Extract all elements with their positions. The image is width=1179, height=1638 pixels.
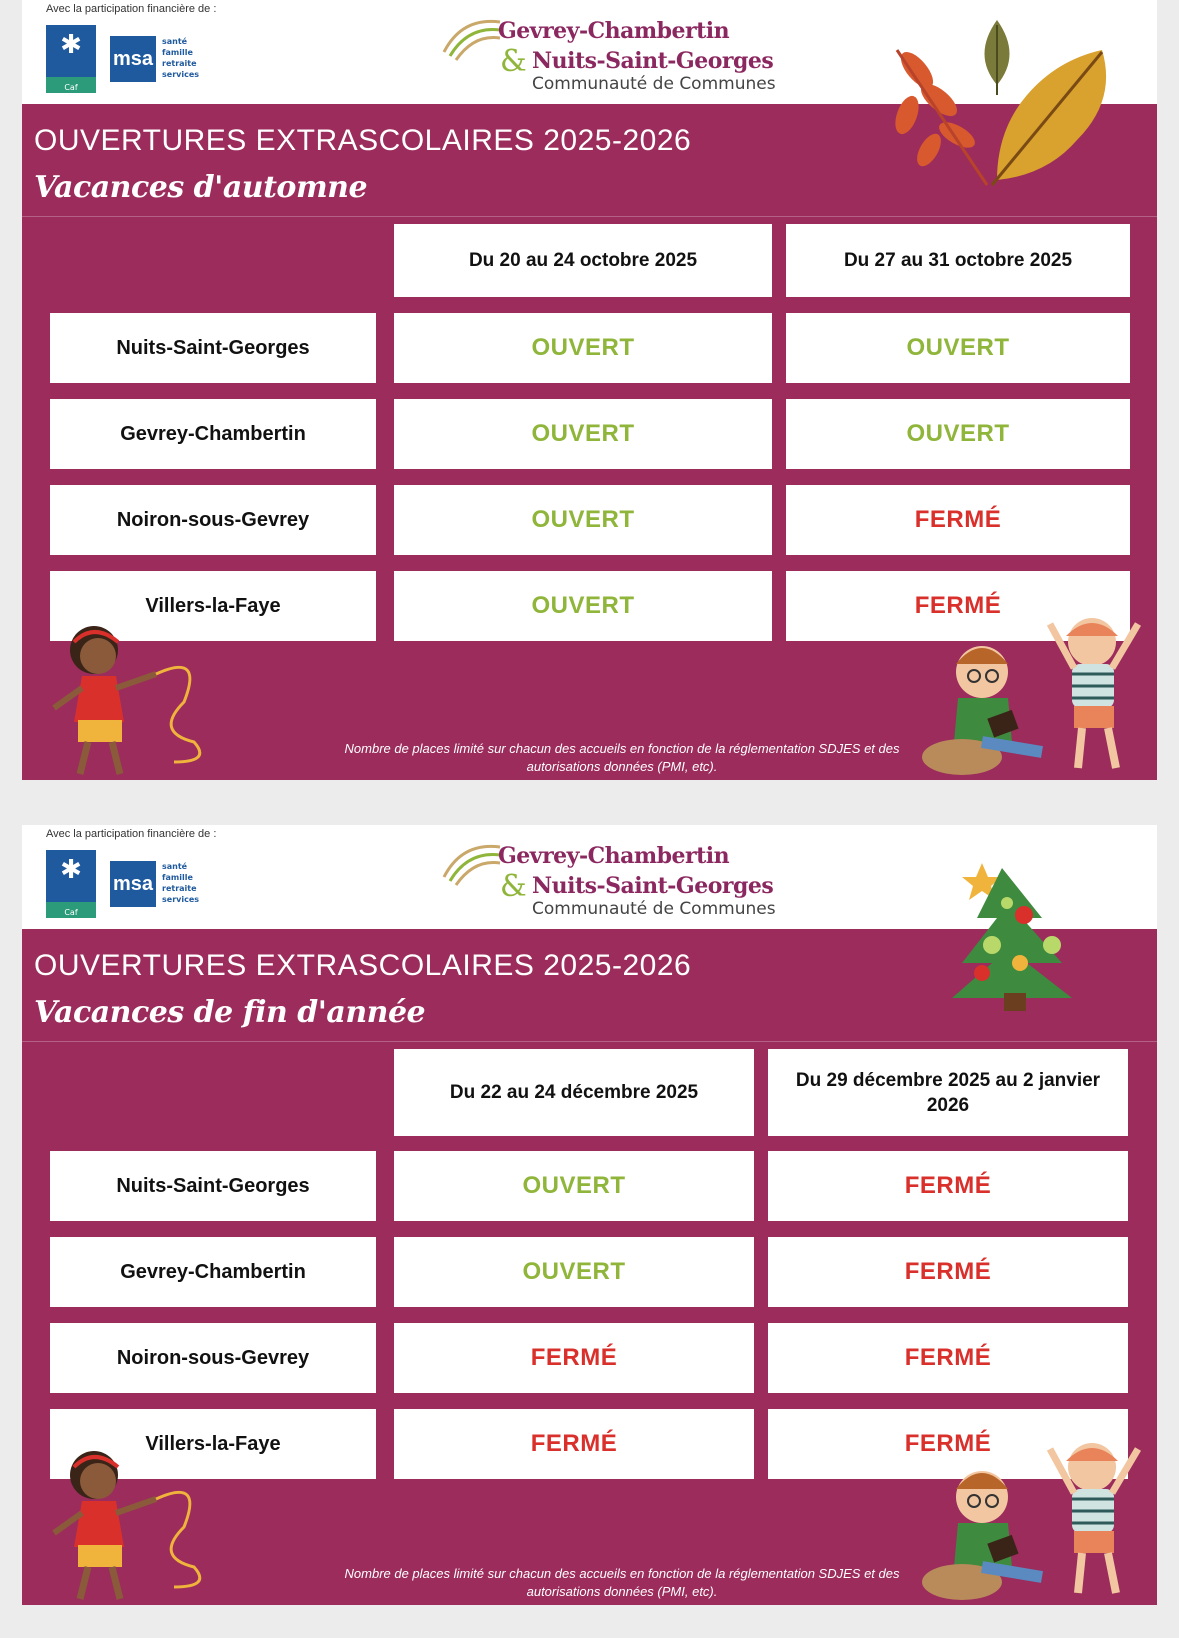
kids-illustration: [912, 602, 1152, 780]
divider: [22, 1041, 1157, 1042]
christmas-tree-icon: [952, 843, 1082, 1017]
snowflake-icon: ✱: [60, 30, 82, 60]
msa-words: [162, 861, 199, 905]
status-badge: OUVERT: [394, 571, 772, 641]
msa-word: santé: [162, 37, 188, 46]
period-header: Du 20 au 24 octobre 2025: [394, 224, 772, 297]
vineyard-swoosh-icon: [442, 12, 502, 62]
status-badge: OUVERT: [394, 485, 772, 555]
partners-label: Avec la participation financière de :: [46, 3, 217, 15]
msa-words: [162, 36, 199, 80]
status-badge: OUVERT: [394, 1151, 754, 1221]
status-badge: FERMÉ: [786, 485, 1130, 555]
status-badge: OUVERT: [786, 313, 1130, 383]
caf-logo: [46, 25, 96, 93]
brand-line3: Communauté de Communes: [532, 899, 776, 919]
status-badge: FERMÉ: [394, 1409, 754, 1479]
brand-ampersand: &: [500, 869, 527, 904]
msa-word: santé: [162, 862, 188, 871]
brand-logo: [442, 8, 802, 98]
caf-logo-text: Caf: [64, 908, 78, 917]
kids-illustration: [912, 1427, 1152, 1605]
msa-logo: msa: [110, 861, 156, 907]
caf-logo: [46, 850, 96, 918]
status-badge: FERMÉ: [786, 571, 1130, 641]
brand-line1: Gevrey-Chambertin: [498, 18, 730, 44]
site-name: Gevrey-Chambertin: [50, 1237, 376, 1307]
period-header: Du 29 décembre 2025 au 2 janvier 2026: [768, 1049, 1128, 1136]
autumn-leaves-icon: [877, 10, 1127, 204]
divider: [22, 216, 1157, 217]
msa-word: services: [162, 70, 200, 79]
site-name: Villers-la-Faye: [50, 571, 376, 641]
site-name: Nuits-Saint-Georges: [50, 1151, 376, 1221]
status-badge: FERMÉ: [768, 1237, 1128, 1307]
footnote: Nombre de places limité sur chacun des accueils en fonction de la réglementation SDJES et des autorisations données (PMI, etc).: [344, 1566, 900, 1599]
snowflake-icon: ✱: [60, 855, 82, 885]
site-name: Noiron-sous-Gevrey: [50, 1323, 376, 1393]
girl-ribbon-illustration: [34, 1437, 214, 1605]
period-header: Du 22 au 24 décembre 2025: [394, 1049, 754, 1136]
msa-word: famille: [162, 873, 193, 882]
poster-autumn: [22, 0, 1157, 780]
partners-label: Avec la participation financière de :: [46, 828, 217, 840]
footnote: Nombre de places limité sur chacun des accueils en fonction de la réglementation SDJES et des autorisations données (PMI, etc).: [344, 741, 900, 774]
brand-line3: Communauté de Communes: [532, 74, 776, 94]
girl-ribbon-illustration: [34, 612, 214, 780]
subtitle: Vacances d'automne: [34, 170, 368, 205]
msa-word: famille: [162, 48, 193, 57]
site-name: Villers-la-Faye: [50, 1409, 376, 1479]
poster-year-end: [22, 825, 1157, 1605]
msa-word: retraite: [162, 884, 197, 893]
site-name: Gevrey-Chambertin: [50, 399, 376, 469]
msa-word: retraite: [162, 59, 197, 68]
brand-line1: Gevrey-Chambertin: [498, 843, 730, 869]
status-badge: FERMÉ: [768, 1151, 1128, 1221]
status-badge: OUVERT: [786, 399, 1130, 469]
main-title: OUVERTURES EXTRASCOLAIRES 2025-2026: [34, 124, 692, 157]
caf-logo-text: Caf: [64, 83, 78, 92]
status-badge: FERMÉ: [768, 1409, 1128, 1479]
msa-word: services: [162, 895, 200, 904]
vineyard-swoosh-icon: [442, 837, 502, 887]
status-badge: OUVERT: [394, 1237, 754, 1307]
brand-ampersand: &: [500, 44, 527, 79]
subtitle: Vacances de fin d'année: [34, 995, 426, 1030]
brand-line2: Nuits-Saint-Georges: [532, 48, 774, 74]
site-name: Nuits-Saint-Georges: [50, 313, 376, 383]
msa-logo: msa: [110, 36, 156, 82]
status-badge: OUVERT: [394, 313, 772, 383]
brand-line2: Nuits-Saint-Georges: [532, 873, 774, 899]
status-badge: OUVERT: [394, 399, 772, 469]
status-badge: FERMÉ: [768, 1323, 1128, 1393]
main-title: OUVERTURES EXTRASCOLAIRES 2025-2026: [34, 949, 692, 982]
site-name: Noiron-sous-Gevrey: [50, 485, 376, 555]
period-header: Du 27 au 31 octobre 2025: [786, 224, 1130, 297]
status-badge: FERMÉ: [394, 1323, 754, 1393]
brand-logo: [442, 833, 802, 923]
